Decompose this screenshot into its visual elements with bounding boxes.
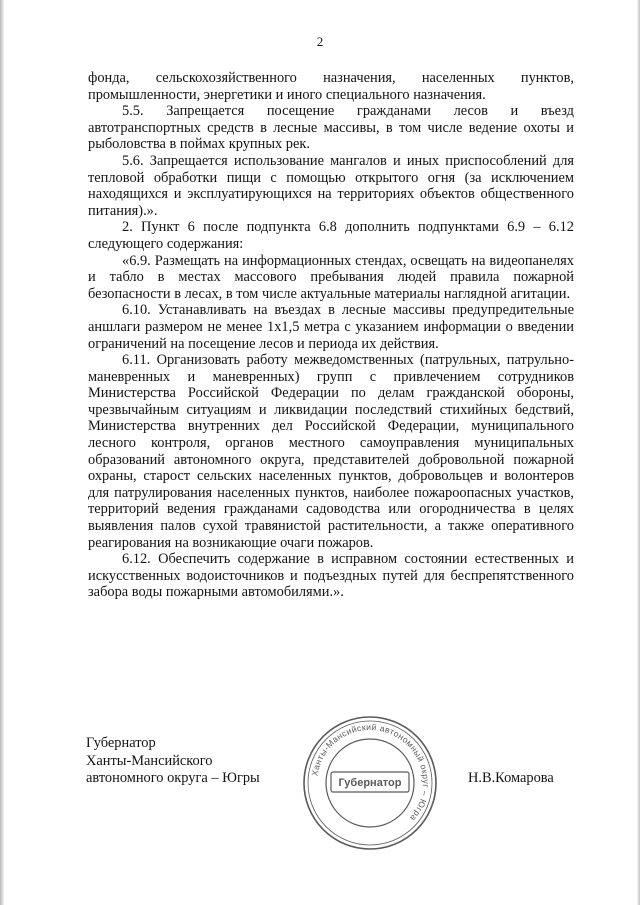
- seal-ring-text: Ханты-Мансийский автономный округ – Югра: [309, 721, 432, 824]
- paragraph-6-11: 6.11. Организовать работу межведомственных (патрульных, патрульно-маневренных и маневренных) групп с привлечением сотрудников Министерства Российской Федерации по делам гражданской обороны, чрезвычайным ситуациям и ликвидации последствий стихийных бедствий, Министерства внутренних дел Российской Федерации, муниципального лесного контроля, органов местного самоуправления муниципальных образований автономного округа, представителей добровольной пожарной охраны, старост сельских населенных пунктов, добровольцев и волонтеров для патрулирования населенных пунктов, наиболее пожароопасных участков, территорий ведения гражданами садоводства или огородничества в целях выявления палов сухой травянистой растительности, а также оперативного реагирования на возникающие очаги пожаров.: [88, 352, 574, 551]
- paragraph-6-9: «6.9. Размещать на информационных стендах, освещать на видеопанелях и табло в местах массового пребывания людей правила пожарной безопасности в лесах, в том числе актуальные материалы наглядной агитации.: [88, 252, 574, 302]
- document-body: [88, 70, 574, 601]
- signatory-title-line: Ханты-Мансийского: [86, 752, 213, 769]
- page-number: 2: [316, 34, 324, 49]
- paragraph-amendment-2: 2. Пункт 6 после подпункта 6.8 дополнить подпунктами 6.9 – 6.12 следующего содержания:: [88, 219, 574, 252]
- signatory-title-line: автономного округа – Югры: [86, 770, 260, 786]
- paragraph-5-6: 5.6. Запрещается использование мангалов и иных приспособлений для тепловой обработки пищи с помощью открытого огня (за исключением находящихся и эксплуатирующихся на территориях объектов общественного питания).».: [88, 152, 574, 219]
- seal-center-text: Губернатор: [338, 777, 402, 789]
- signatory-title-line: Губернатор: [86, 735, 156, 751]
- paragraph-6-10: 6.10. Устанавливать на въездах в лесные массивы предупредительные аншлаги размером не менее 1х1,5 метра с указанием информации о введении ограничений на посещение лесов и периода их действия.: [88, 302, 574, 352]
- paragraph-6-12: 6.12. Обеспечить содержание в исправном состоянии естественных и искусственных водоисточников и подъездных путей для беспрепятственного забора воды пожарными автомобилями.».: [88, 551, 574, 601]
- signatory-name: Н.В.Комарова: [468, 770, 554, 786]
- paragraph-5-5: 5.5. Запрещается посещение гражданами лесов и въезд автотранспортных средств в лесные массивы, в том числе ведение охоты и рыболовства в поймах крупных рек.: [88, 103, 574, 153]
- official-seal: [300, 713, 440, 853]
- scan-edge-left: [0, 0, 4, 905]
- signatory-title: [86, 735, 260, 788]
- paragraph-continuation: фонда, сельскохозяйственного назначения, населенных пунктов, промышленности, энергетики и иного специального назначения.: [88, 70, 574, 103]
